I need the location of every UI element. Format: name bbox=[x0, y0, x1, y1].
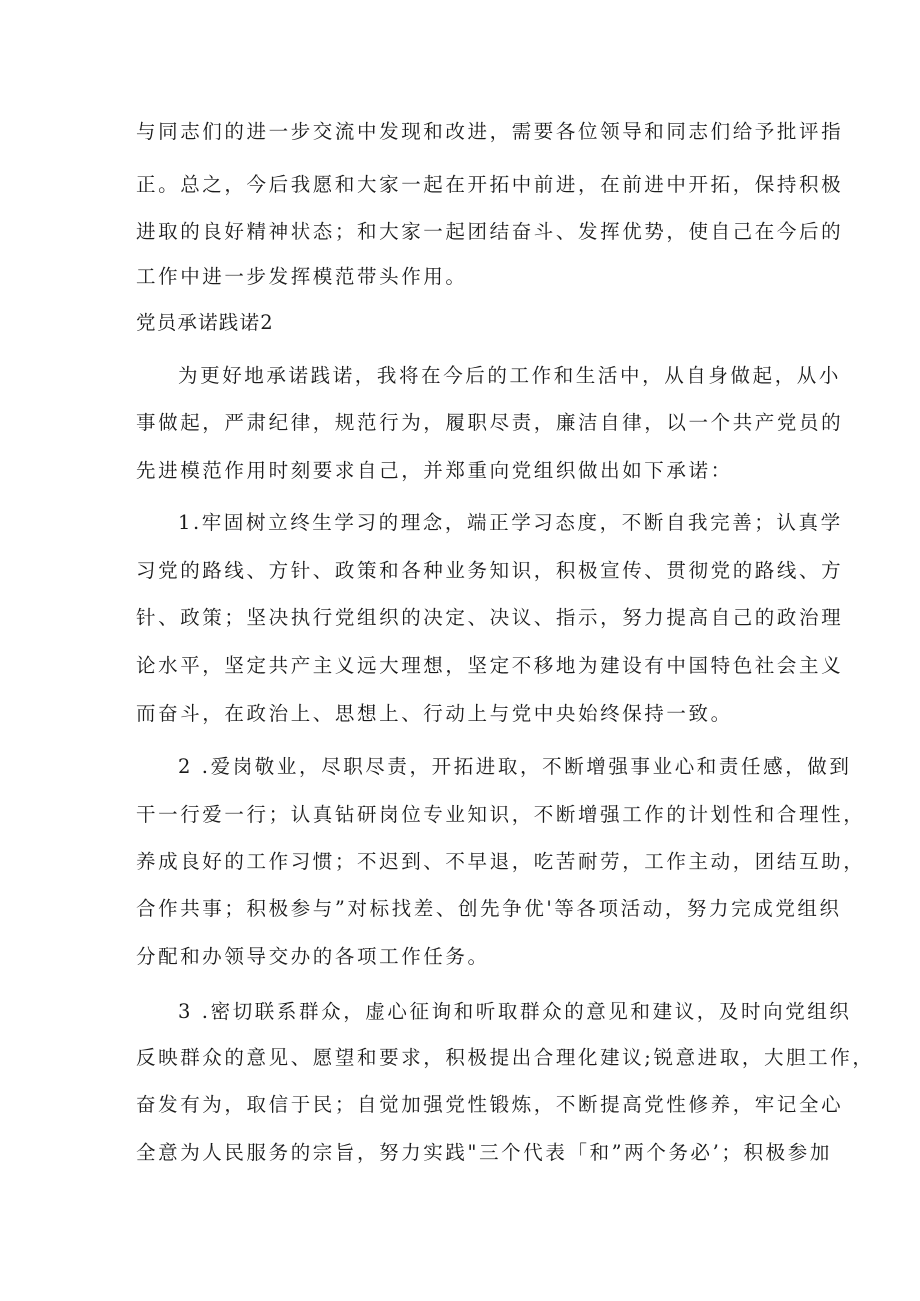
intro-line: 事做起，严肃纪律，规范行为，履职尽责，廉洁自律，以一个共产党员的 bbox=[136, 411, 844, 434]
continuation-line: 与同志们的进一步交流中发现和改进，需要各位领导和同志们给予批评指 bbox=[136, 120, 844, 143]
continuation-line: 进取的良好精神状态；和大家一起团结奋斗、发挥优势，使自己在今后的 bbox=[136, 220, 844, 243]
item-2-line: 干一行爱一行；认真钻研岗位专业知识，不断增强工作的计划性和合理性， bbox=[136, 803, 866, 826]
continuation-line: 工作中进一步发挥模范带头作用。 bbox=[136, 265, 468, 288]
item-1-line: 习党的路线、方针、政策和各种业务知识，积极宣传、贯彻党的路线、方 bbox=[136, 559, 844, 582]
item-1-line: 针、政策；坚决执行党组织的决定、决议、指示，努力提高自己的政治理 bbox=[136, 606, 844, 629]
continuation-line: 正。总之，今后我愿和大家一起在开拓中前进，在前进中开拓，保持积极 bbox=[136, 173, 844, 196]
item-3-line: 3 .密切联系群众，虚心征询和听取群众的意见和建议，及时向党组织 bbox=[178, 1000, 852, 1023]
item-1-line: 1.牢固树立终生学习的理念，端正学习态度，不断自我完善；认真学 bbox=[178, 511, 843, 534]
item-2-line: 养成良好的工作习惯；不迟到、不早退，吃苦耐劳，工作主动，团结互助， bbox=[136, 850, 866, 873]
intro-line: 为更好地承诺践诺，我将在今后的工作和生活中，从自身做起，从小 bbox=[178, 364, 842, 387]
item-1-line: 论水平，坚定共产主义远大理想，坚定不移地为建设有中国特色社会主义 bbox=[136, 654, 844, 677]
section-title: 党员承诺践诺2 bbox=[136, 311, 274, 334]
item-2-line: 合作共事；积极参与”对标找差、创先争优'等各项活动，努力完成党组织 bbox=[136, 897, 842, 920]
item-3-line: 全意为人民服务的宗旨，努力实践"三个代表「和”两个务必’；积极参加 bbox=[136, 1141, 832, 1164]
item-3-line: 反映群众的意见、愿望和要求，积极提出合理化建议;锐意进取，大胆工作， bbox=[136, 1046, 875, 1069]
item-2-line: 分配和办领导交办的各项工作任务。 bbox=[136, 945, 490, 968]
item-3-line: 奋发有为，取信于民；自觉加强党性锻炼，不断提高党性修养，牢记全心 bbox=[136, 1093, 844, 1116]
item-1-line: 而奋斗，在政治上、思想上、行动上与党中央始终保持一致。 bbox=[136, 702, 733, 725]
intro-line: 先进模范作用时刻要求自己，并郑重向党组织做出如下承诺： bbox=[136, 459, 733, 482]
item-2-line: 2 .爱岗敬业，尽职尽责，开拓进取，不断增强事业心和责任感，做到 bbox=[178, 755, 852, 778]
